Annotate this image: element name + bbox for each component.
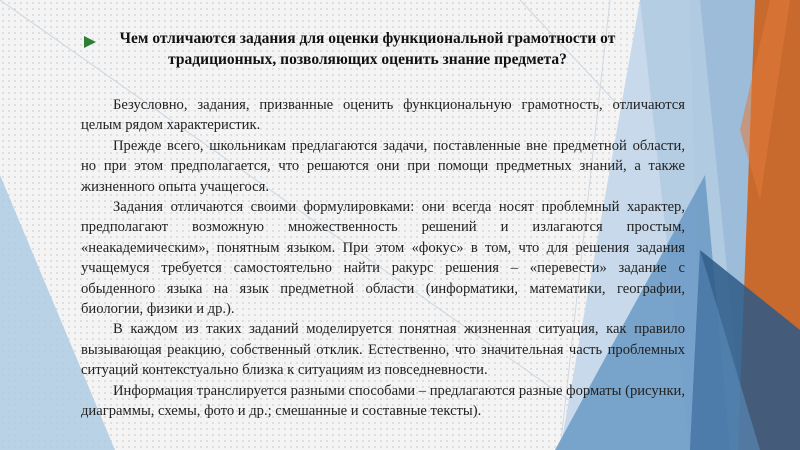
paragraph-3: Задания отличаются своими формулировками: они всегда носят проблемный характер, предполагают возможную множественность решений и излагаются простым, «неакадемическим», понятным языком. При этом «фокус» в том, что для решения задания учащемуся требуется самостоятельно найти ракурс решения – «перевести» задание с обыденного языка на язык предметной области (информатики, математики, географии, биологии, физики и др.). (81, 199, 685, 318)
slide-body (81, 95, 685, 422)
slide-title: Чем отличаются задания для оценки функциональной грамотности от традиционных, позволяющих оценить знание предмета? (119, 30, 616, 68)
paragraph-5: Информация транслируется разными способами – предлагаются разные форматы (рисунки, диаграммы, схемы, фото и др.; смешанные и составные тексты). (81, 382, 685, 420)
paragraph-1: Безусловно, задания, призванные оценить функциональную грамотность, отличаются целым рядом характеристик. (81, 97, 685, 134)
paragraph-4: В каждом из таких заданий моделируется понятная жизненная ситуация, как правило вызывающая реакцию, собственный отклик. Естественно, что значительная часть проблемных ситуаций контекстуально близка к ситуациям из повседневности. (81, 321, 685, 379)
paragraph-2: Прежде всего, школьникам предлагаются задачи, поставленные вне предметной области, но при этом предполагается, что решаются они при помощи предметных знаний, а также жизненного опыта учащегося. (81, 137, 685, 195)
